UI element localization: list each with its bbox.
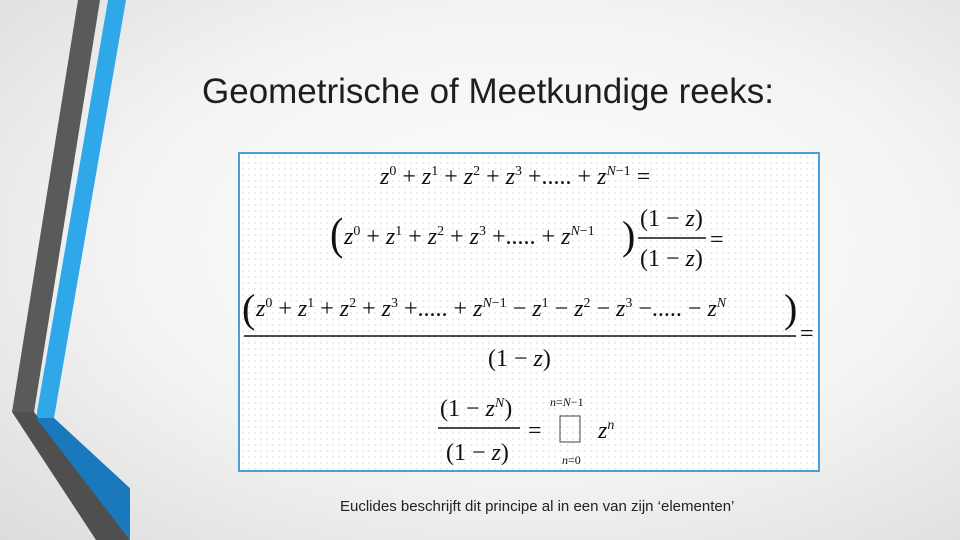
svg-text:): ) [622, 213, 636, 258]
svg-text:z0 + z1 + z2 + z3 +..... + zN−: $z^0 + z^1 + z^2 + z^3$ +..... + $z^N-1$ [344, 224, 595, 250]
formula-box [238, 152, 820, 472]
svg-text:n=0: n=0 [562, 453, 581, 467]
svg-text:n=N−1: n=N−1 [550, 395, 584, 409]
svg-text:(1 − z): (1 − z) [640, 246, 703, 272]
svg-text:): ) [784, 286, 798, 331]
svg-text:(1 − zN): $(1 - z^N)$ [440, 396, 513, 422]
svg-text:(: ( [242, 286, 256, 331]
svg-text:zn: $z^n$ [598, 418, 615, 444]
formula-line-4 [438, 395, 614, 467]
svg-text:z0 + z1 + z2 + z3 +..... + zN−: $z^0 + z^1 + z^2 + z^3$ +..... + $z^N-1 - z^1 - z^2 - z^3$ −..... − $z^N$ [256, 296, 727, 322]
svg-text:(1 − z): (1 − z) [488, 346, 551, 372]
svg-text:(1 − z): (1 − z) [446, 440, 509, 466]
formula-line-2 [330, 206, 724, 272]
svg-text:(: ( [330, 209, 344, 260]
slide-caption: Euclides beschrijft dit principe al in een van zijn ‘elementen’ [340, 498, 735, 515]
svg-text:=: = [800, 321, 814, 347]
slide-title: Geometrische of Meetkundige reeks: [202, 72, 774, 111]
formula-line-3 [242, 286, 814, 372]
svg-text:(1 − z): (1 − z) [640, 206, 703, 232]
formula-line-1 [379, 164, 650, 190]
decorative-stripes [0, 0, 130, 540]
svg-text:z0 + z1 + z2 + z3 +..... + zN−: $z^0 + z^1 + z^2 + z^3$ +..... + $z^N-1$ = [380, 164, 651, 190]
svg-text:=: = [710, 227, 724, 253]
svg-text:=: = [528, 418, 542, 444]
formula-image [240, 154, 818, 470]
